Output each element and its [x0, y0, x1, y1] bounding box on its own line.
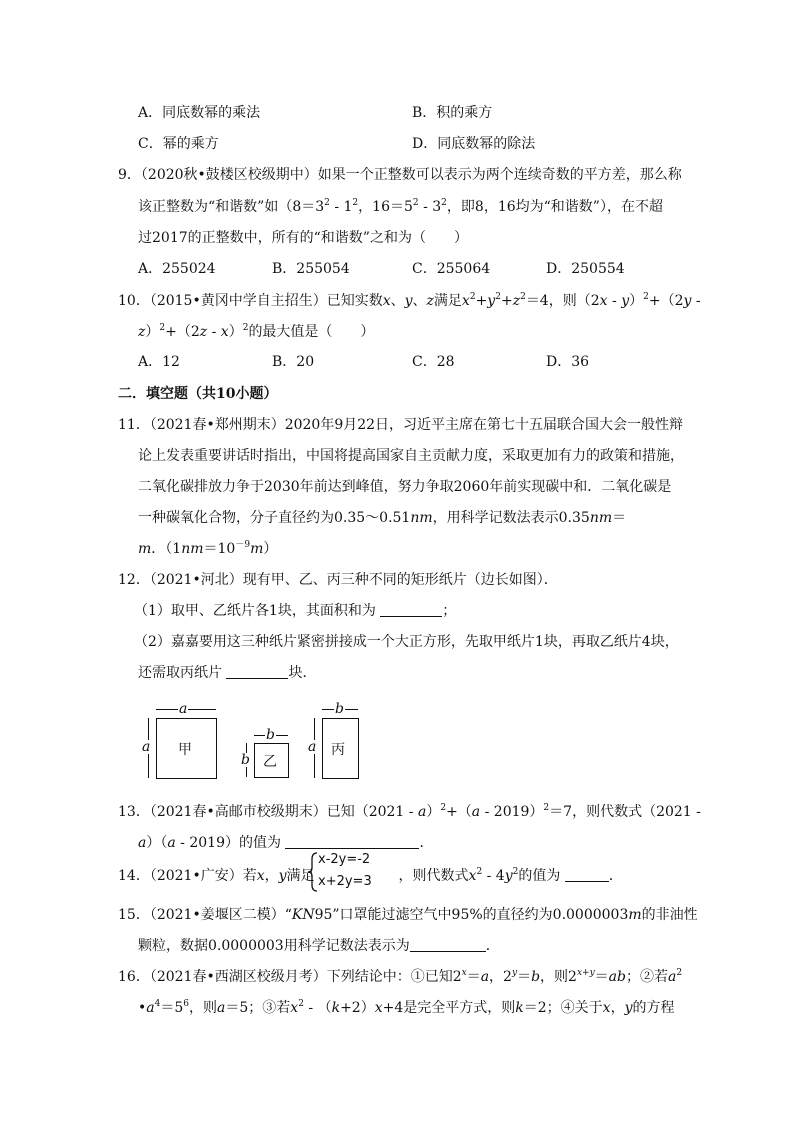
rectangle-jia-label: 甲	[178, 742, 192, 758]
q12-line-2: （1）取甲、乙纸片各1块，其面积和为 ；	[134, 603, 457, 619]
q8-option-b: B．积的乘方	[412, 105, 493, 121]
q10-line-2: z）$^2$+（2z - x）$^2$的最大值是（ ）	[138, 323, 375, 340]
dimension-label-b: b	[335, 701, 344, 717]
answer-blank	[226, 664, 288, 679]
q8-option-c: C．幂的乘方	[138, 136, 219, 152]
q13-line-2: a）（a - 2019）的值为 ．	[138, 835, 434, 851]
q14-equation-1: x-2y=-2	[318, 852, 371, 867]
dimension-label-a: a	[142, 739, 151, 755]
q12-line-4: 还需取丙纸片 块．	[138, 665, 317, 681]
q9-line-2: 该正整数为“和谐数”如（$8=3^2 - 1^2$，$16=5^2 - 3^2$，即8，16均为“和谐数”），在不超	[138, 198, 663, 215]
dimension-label-b: b	[241, 752, 250, 768]
answer-blank	[565, 867, 609, 882]
answer-blank	[380, 602, 442, 617]
q10-option-b: B．20	[272, 354, 315, 370]
q15-line-1: 15．（2021•姜堰区二模）“KN95”口罩能过滤空气中95%的直径约为0.0000003m的非油性	[118, 907, 698, 923]
q11-line-3: 二氧化碳排放力争于2030年前达到峰值，努力争取2060年前实现碳中和．二氧化碳是	[138, 479, 672, 495]
q14-line-1: 14．（2021•广安）若x，y满足 ，则代数式$x^2 - 4y^2$的值为 ．	[118, 867, 623, 884]
q16-line-2: $•a^4=5^6$，则a＝5；③若$x^2 - (k+2)x+4$是完全平方式，则k＝2；④关于x，y的方程	[138, 999, 675, 1016]
rectangle-yi-label: 乙	[263, 754, 277, 770]
q11-line-4: 一种碳氧化合物，分子直径约为0.35～0.51nm，用科学记数法表示0.35nm＝	[138, 510, 627, 526]
rectangle-bing-label: 丙	[331, 742, 345, 758]
q12-line-1: 12．（2021•河北）现有甲、乙、丙三种不同的矩形纸片（边长如图）．	[118, 572, 558, 588]
q9-option-a: A．255024	[138, 261, 216, 277]
q15-line-2: 颗粒，数据0.0000003用科学记数法表示为 ．	[138, 938, 500, 954]
q10-line-1: 10．（2015•黄冈中学自主招生）已知实数x、y、z满足$x^2+y^2+z^2=4$，则（2x - y）$^2$+（2y -	[118, 292, 701, 309]
q11-line-1: 11．（2021春•郑州期末）2020年9月22日，习近平主席在第七十五届联合国大会一般性辩	[118, 417, 684, 433]
q13-line-1: 13．（2021春•高邮市校级期末）已知（2021 - a）$^2$+（a - 2019）$^2$＝7，则代数式（2021 -	[118, 803, 701, 820]
q11-line-2: 论上发表重要讲话时指出，中国将提高国家自主贡献力度，采取更加有力的政策和措施，	[138, 448, 684, 464]
section-heading: 二．填空题（共10小题）	[118, 386, 278, 402]
answer-blank	[285, 834, 419, 849]
q9-line-3: 过2017的正整数中，所有的“和谐数”之和为（ ）	[138, 230, 468, 246]
q14-equation-2: x+2y=3	[318, 874, 372, 889]
q10-option-d: D．36	[546, 354, 590, 370]
dimension-label-a: a	[308, 739, 317, 755]
q11-line-5: m．$(1nm=10^{-9}m)$	[138, 540, 278, 557]
q8-option-a: A．同底数幂的乘法	[138, 105, 261, 121]
q9-option-d: D．250554	[546, 261, 625, 277]
q9-option-b: B．255054	[272, 261, 350, 277]
q10-option-c: C．28	[412, 354, 455, 370]
q10-option-a: A．12	[138, 354, 180, 370]
q16-line-1: 16．（2021春•西湖区校级月考）下列结论中：①已知$2^x=a$，$2^y=b$，则$2^{x+y}=ab$；②若$a^2$	[118, 968, 683, 985]
q12-line-3: （2）嘉嘉要用这三种纸片紧密拼接成一个大正方形，先取甲纸片1块，再取乙纸片4块，	[134, 634, 679, 650]
answer-blank	[410, 937, 486, 952]
dimension-label-a: a	[179, 701, 188, 717]
q9-line-1: 9．（2020秋•鼓楼区校级期中）如果一个正整数可以表示为两个连续奇数的平方差，那么称	[118, 167, 682, 183]
q8-option-d: D．同底数幂的除法	[412, 136, 536, 152]
q9-option-c: C．255064	[412, 261, 491, 277]
dimension-label-b: b	[266, 727, 275, 743]
